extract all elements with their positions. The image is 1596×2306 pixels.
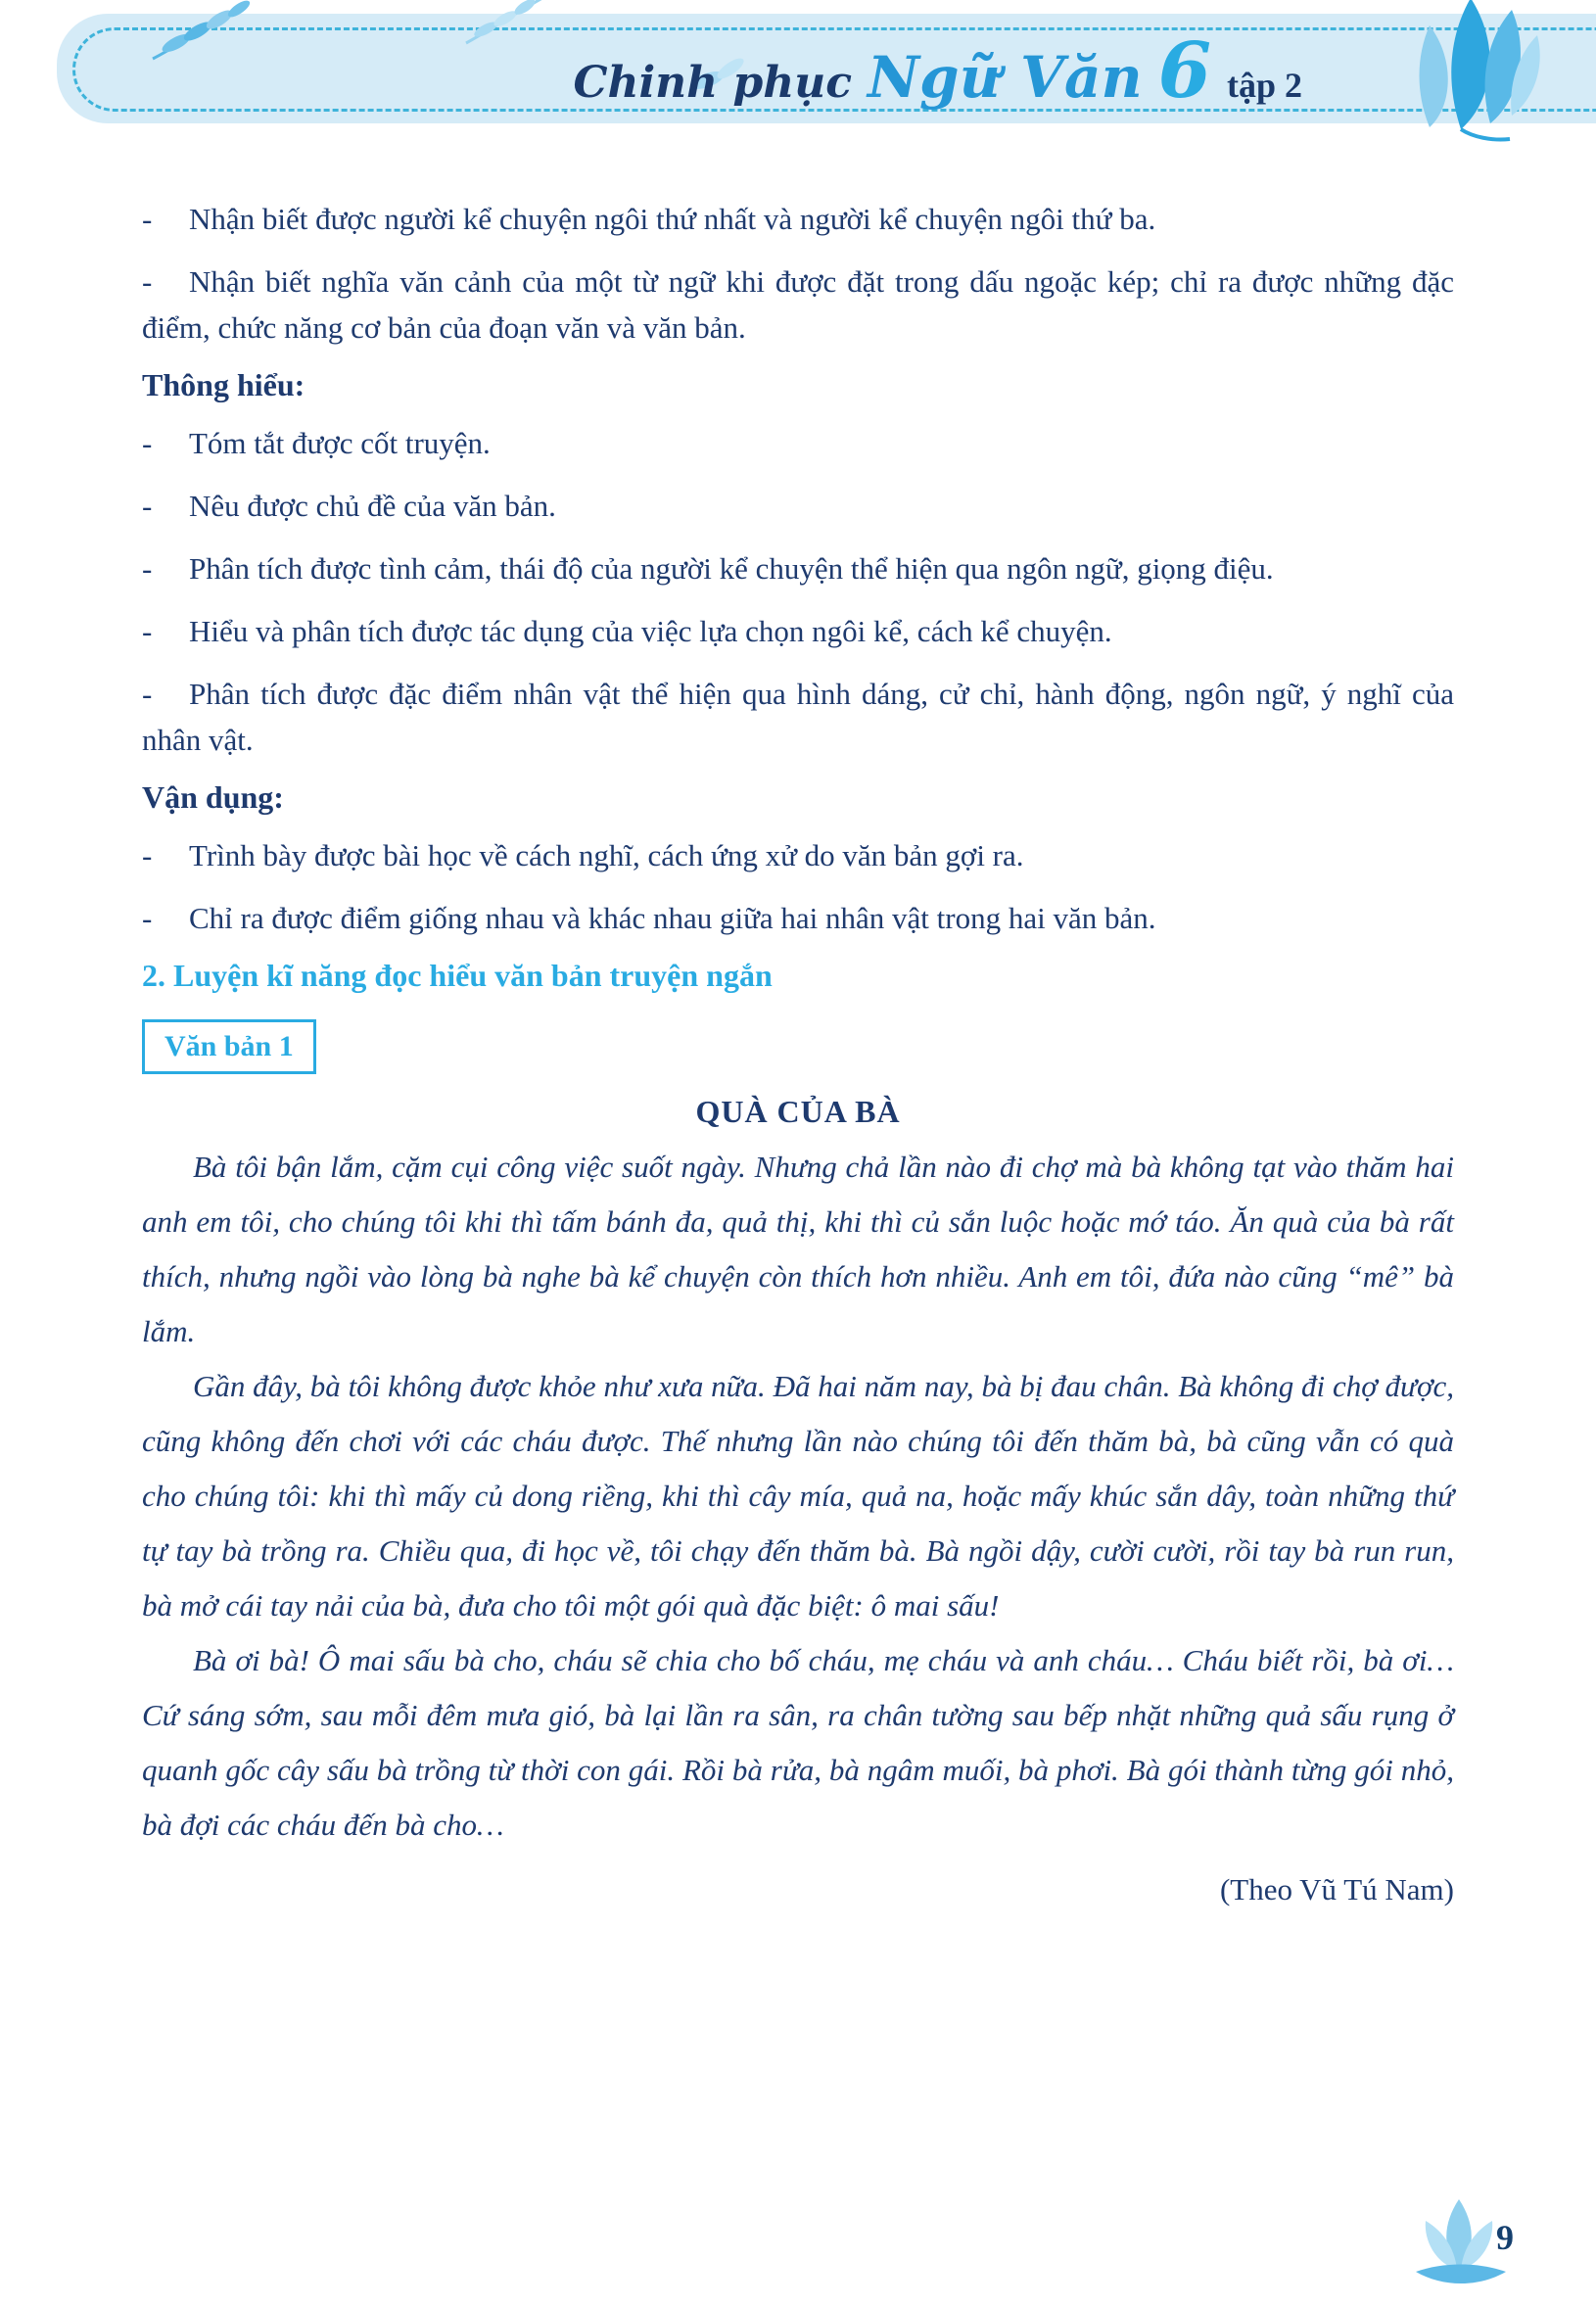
list-item xyxy=(142,895,1454,941)
list-item xyxy=(142,671,1454,763)
list-item xyxy=(142,196,1454,242)
list-item-text: Phân tích được đặc điểm nhân vật thể hiện qua hình dáng, cử chỉ, hành động, ngôn ngữ, ý nghĩ của nhân vật. xyxy=(142,677,1454,757)
list-item-text: Hiểu và phân tích được tác dụng của việc lựa chọn ngôi kể, cách kể chuyện. xyxy=(189,614,1112,648)
page-number: 9 xyxy=(1496,2218,1514,2257)
story-paragraph: Bà tôi bận lắm, cặm cụi công việc suốt ngày. Nhưng chả lần nào đi chợ mà bà không tạt vào thăm hai anh em tôi, cho chúng tôi khi thì tấm bánh đa, quả thị, khi thì củ sắn luộc hoặc mớ táo. Ăn quà của bà rất thích, nhưng ngồi vào lòng bà nghe bà kể chuyện còn thích hơn nhiều. Anh em tôi, đứa nào cũng “mê” bà lắm. xyxy=(142,1150,1454,1348)
comprehension-list xyxy=(142,420,1454,763)
dash-marker: - xyxy=(142,202,153,236)
dash-marker: - xyxy=(142,614,153,648)
list-item xyxy=(142,483,1454,529)
dash-marker: - xyxy=(142,677,153,711)
dash-marker: - xyxy=(142,551,153,586)
dash-marker: - xyxy=(142,264,153,299)
list-item xyxy=(142,420,1454,466)
application-list xyxy=(142,832,1454,941)
dash-marker: - xyxy=(142,426,153,460)
dash-marker: - xyxy=(142,838,153,872)
list-item-text: Tóm tắt được cốt truyện. xyxy=(189,426,491,460)
list-item xyxy=(142,259,1454,351)
brand-script: Chinh phục xyxy=(573,58,853,108)
list-item-text: Chỉ ra được điểm giống nhau và khác nhau giữa hai nhân vật trong hai văn bản. xyxy=(189,901,1156,935)
big-leaf-icon xyxy=(1355,0,1561,154)
story-attribution: (Theo Vũ Tú Nam) xyxy=(1219,1872,1454,1906)
story-title: QUÀ CỦA BÀ xyxy=(695,1094,901,1129)
list-item xyxy=(142,545,1454,591)
dash-marker: - xyxy=(142,489,153,523)
story-paragraph: Bà ơi bà! Ô mai sấu bà cho, cháu sẽ chia cho bố cháu, mẹ cháu và anh cháu… Cháu biết rồi, bà ơi… Cứ sáng sớm, sau mỗi đêm mưa gió, bà lại lần ra sân, ra chân tường sau bếp nhặt những quả sấu rụng ở quanh gốc cây sấu bà trồng từ thời con gái. Rồi bà rửa, bà ngâm muối, bà phơi. Bà gói thành từng gói nhỏ, bà đợi các cháu đến bà cho… xyxy=(142,1643,1454,1842)
comprehension-heading: Thông hiểu: xyxy=(142,367,305,402)
brand-number: 6 xyxy=(1157,26,1211,116)
story-paragraph: Gần đây, bà tôi không được khỏe như xưa nữa. Đã hai năm nay, bà bị đau chân. Bà không đi chợ được, cũng không đến chơi với các cháu được. Thế nhưng lần nào chúng tôi đến thăm bà, bà cũng vẫn có quà cho chúng tôi: khi thì mấy củ dong riềng, khi thì cây mía, quả na, hoặc mấy khúc sắn dây, toàn những thứ tự tay bà trồng ra. Chiều qua, đi học về, tôi chạy đến thăm bà. Bà ngồi dậy, cười cười, rồi tay bà run run, bà mở cái tay nải của bà, đưa cho tôi một gói quà đặc biệt: ô mai sấu! xyxy=(142,1369,1454,1623)
section-heading: 2. Luyện kĩ năng đọc hiểu văn bản truyện ngắn xyxy=(142,958,773,993)
page-footer xyxy=(1400,2191,1527,2294)
brand-volume: tập 2 xyxy=(1226,66,1302,105)
leaf-icon xyxy=(147,0,255,65)
text-label-box: Văn bản 1 xyxy=(142,1019,316,1074)
application-heading: Vận dụng: xyxy=(142,779,284,815)
list-item-text: Nhận biết được người kể chuyện ngôi thứ nhất và người kể chuyện ngôi thứ ba. xyxy=(189,202,1156,236)
objectives-intro-list xyxy=(142,196,1454,351)
list-item-text: Phân tích được tình cảm, thái độ của người kể chuyện thể hiện qua ngôn ngữ, giọng điệu. xyxy=(189,551,1274,586)
list-item-text: Nêu được chủ đề của văn bản. xyxy=(189,489,556,523)
list-item-text: Trình bày được bài học về cách nghĩ, cách ứng xử do văn bản gợi ra. xyxy=(189,838,1024,872)
list-item xyxy=(142,608,1454,654)
list-item-text: Nhận biết nghĩa văn cảnh của một từ ngữ khi được đặt trong dấu ngoặc kép; chỉ ra được những đặc điểm, chức năng cơ bản của đoạn văn và văn bản. xyxy=(142,264,1454,345)
list-item xyxy=(142,832,1454,878)
page-header xyxy=(0,0,1596,147)
dash-marker: - xyxy=(142,901,153,935)
leaf-icon xyxy=(460,0,548,49)
book-title xyxy=(573,26,1302,116)
brand-title: Ngữ Văn xyxy=(868,44,1143,111)
